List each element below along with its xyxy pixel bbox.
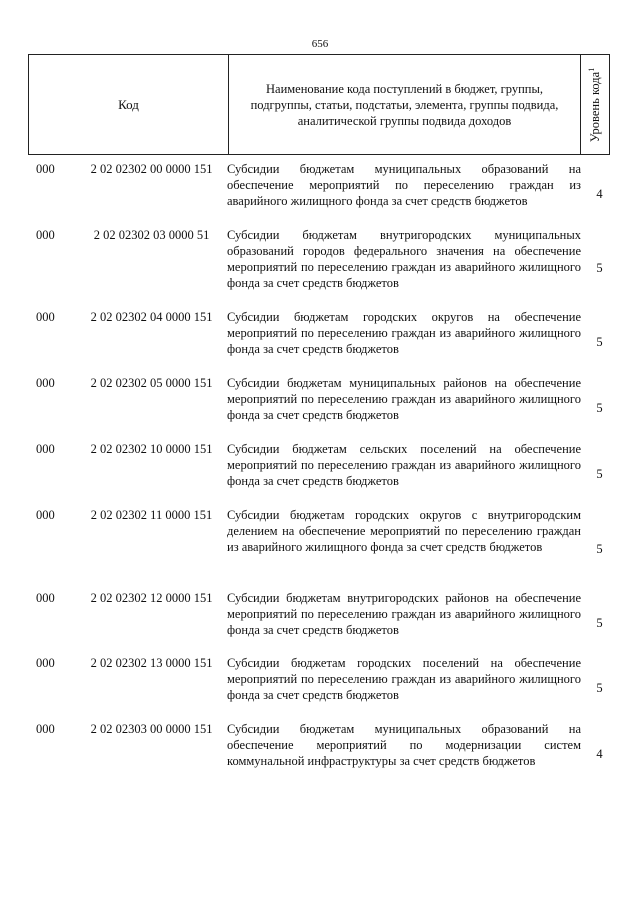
row-name: Субсидии бюджетам внутригородских муниципальных образований городов федерального значения на обеспечение мероприятий по переселению граждан из аварийного жилищного фонда за счет средств бюджетов (227, 228, 581, 290)
row-name: Субсидии бюджетам внутригородских районов на обеспечение мероприятий по переселению граждан из аварийного жилищного фонда за счет средств бюджетов (227, 591, 581, 637)
row-admin: 000 (36, 162, 55, 176)
row-name: Субсидии бюджетам муниципальных образований на обеспечение мероприятий по модернизации систем коммунальной инфраструктуры за счет средств бюджетов (227, 722, 581, 768)
row-name: Субсидии бюджетам сельских поселений на обеспечение мероприятий по переселению граждан из аварийного жилищного фонда за счет средств бюджетов (227, 442, 581, 488)
page-number: 656 (311, 38, 329, 50)
table-row (28, 375, 618, 441)
row-level: 5 (596, 615, 603, 630)
table-row (28, 309, 618, 375)
row-code: 2 02 02303 00 0000 151 (90, 722, 213, 736)
table-row (28, 161, 618, 227)
table-row (28, 227, 618, 309)
row-name: Субсидии бюджетам городских поселений на обеспечение мероприятий по переселению граждан из аварийного жилищного фонда за счет средств бюджетов (227, 656, 581, 702)
row-level: 5 (596, 541, 603, 556)
row-level: 5 (596, 401, 603, 415)
row-code: 2 02 02302 10 0000 151 (90, 442, 213, 456)
row-admin: 000 (36, 376, 55, 390)
table-body (28, 161, 618, 787)
header-level-cell (581, 55, 609, 154)
row-name: Субсидии бюджетам городских округов на обеспечение мероприятий по переселению граждан из аварийного жилищного фонда за счет средств бюджетов (227, 310, 581, 356)
row-admin: 000 (36, 310, 55, 324)
row-level: 5 (596, 681, 603, 695)
row-name: Субсидии бюджетам городских округов с внутригородским делением на обеспечение мероприятий по переселению граждан из аварийного жилищного фонда за счет средств бюджетов (227, 508, 581, 554)
row-name: Субсидии бюджетам муниципальных образований на обеспечение мероприятий по переселению граждан из аварийного жилищного фонда за счет средств бюджетов (227, 162, 581, 208)
row-code: 2 02 02302 03 0000 51 (93, 228, 210, 242)
row-admin: 000 (36, 656, 55, 670)
row-code: 2 02 02302 11 0000 151 (90, 508, 213, 522)
row-level: 4 (596, 747, 603, 761)
header-level-label: Уровень кода (588, 71, 603, 142)
header-code: Код (29, 55, 229, 154)
row-admin: 000 (36, 442, 55, 456)
row-code: 2 02 02302 13 0000 151 (90, 656, 213, 670)
header-level-footnote: 1 (586, 67, 596, 72)
row-code: 2 02 02302 04 0000 151 (90, 310, 213, 324)
header-level (587, 67, 603, 141)
table-row (28, 590, 618, 655)
row-code: 2 02 02302 12 0000 151 (90, 591, 213, 605)
table-row (28, 721, 618, 787)
table-header (28, 54, 610, 155)
row-level: 4 (596, 187, 603, 201)
row-level: 5 (596, 261, 603, 275)
row-code: 2 02 02302 05 0000 151 (90, 376, 213, 390)
row-name: Субсидии бюджетам муниципальных районов на обеспечение мероприятий по переселению граждан из аварийного жилищного фонда за счет средств бюджетов (227, 376, 581, 422)
row-admin: 000 (36, 722, 55, 736)
row-level: 5 (596, 467, 603, 481)
row-admin: 000 (36, 508, 55, 522)
row-admin: 000 (36, 228, 55, 242)
header-name: Наименование кода поступлений в бюджет, группы, подгруппы, статьи, подстатьи, элемента, группы подвида, аналитической группы подвида доходов (229, 55, 581, 154)
row-level: 5 (596, 335, 603, 349)
row-code: 2 02 02302 00 0000 151 (90, 162, 213, 176)
table-row (28, 441, 618, 507)
row-admin: 000 (36, 591, 55, 605)
table-row (28, 655, 618, 721)
table-row (28, 507, 618, 590)
